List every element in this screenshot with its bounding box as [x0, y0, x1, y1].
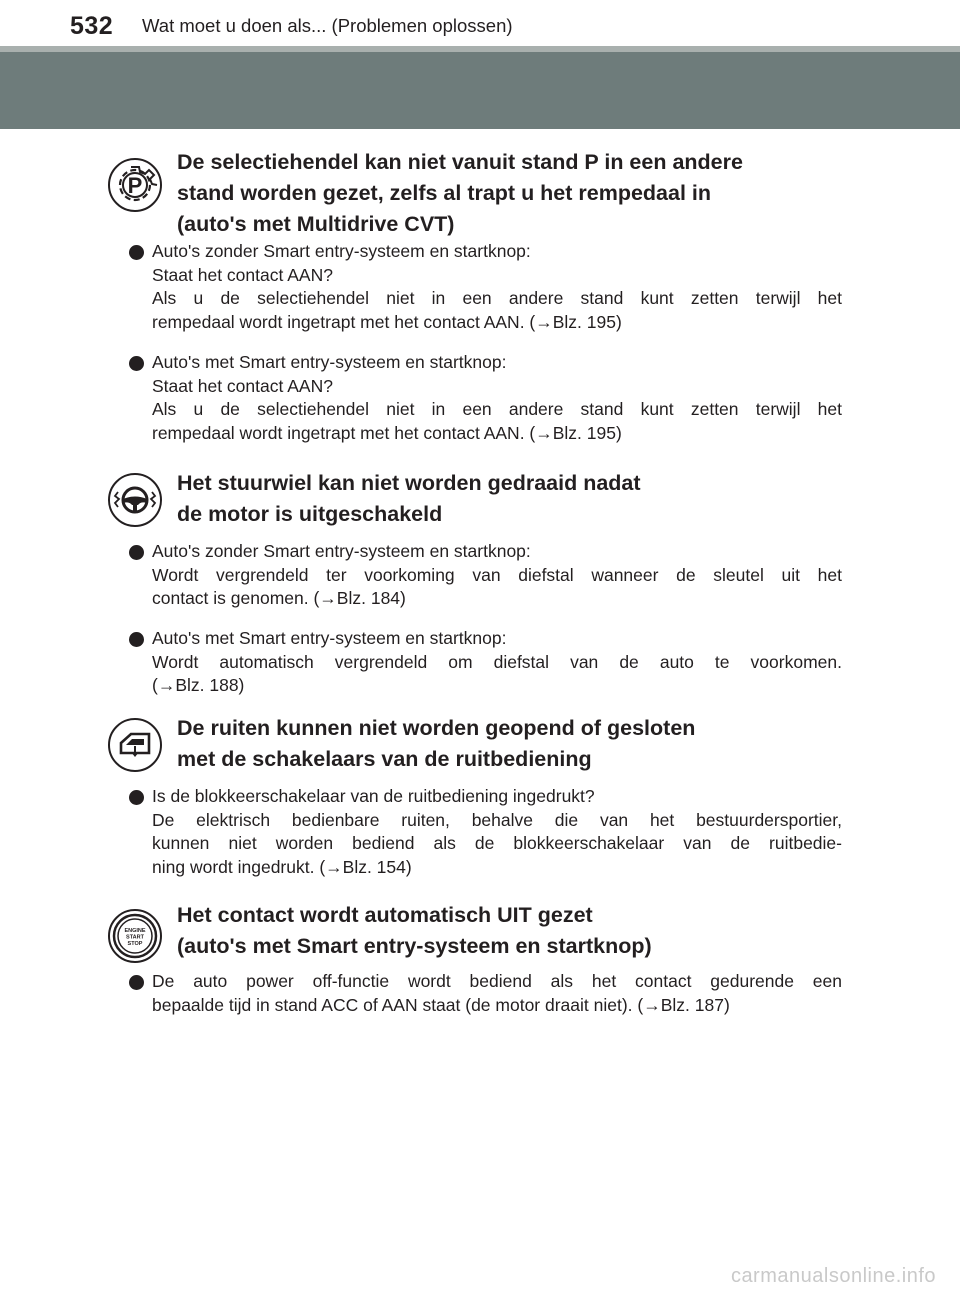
item-line: Auto's met Smart entry-systeem en startknop: — [152, 352, 507, 372]
item-text — [152, 785, 842, 879]
bullet-icon — [129, 245, 144, 260]
watermark: carmanualsonline.info — [730, 1265, 936, 1287]
bullet-icon — [129, 975, 144, 990]
item-text — [152, 970, 842, 1017]
item-line: kunnen niet worden bediend als de blokkeerschakelaar van de ruitbedie- — [152, 833, 842, 853]
item-line: De elektrisch bedienbare ruiten, behalve die van het bestuurdersportier, — [152, 809, 842, 830]
item-line: rempedaal wordt ingetrapt met het contact AAN. (→Blz. 195) — [152, 422, 622, 443]
chapter-title: Wat moet u doen als... (Problemen oplossen) — [142, 15, 513, 36]
item-line: Staat het contact AAN? — [152, 375, 333, 396]
steering-lock-icon — [107, 472, 163, 528]
page-header — [0, 0, 960, 46]
engine-start-stop-icon — [107, 908, 163, 964]
page-number: 532 — [70, 12, 114, 40]
item-line: rempedaal wordt ingetrapt met het contact AAN. (→Blz. 195) — [152, 311, 622, 332]
item-text — [152, 351, 842, 445]
power-window-icon — [107, 717, 163, 773]
item-line: contact is genomen. (→Blz. 184) — [152, 588, 406, 608]
item-line: Is de blokkeerschakelaar van de ruitbediening ingedrukt? — [152, 786, 595, 806]
item-text — [152, 240, 842, 334]
section-title: Het contact wordt automatisch UIT gezet (auto's met Smart entry-systeem en startknop) — [177, 903, 652, 958]
item-line: ning wordt ingedrukt. (→Blz. 154) — [152, 856, 412, 877]
section-title: Het stuurwiel kan niet worden gedraaid nadat de motor is uitgeschakeld — [177, 471, 641, 526]
section-title: De selectiehendel kan niet vanuit stand P in een andere stand worden gezet, zelfs al trapt u het rempedaal in (auto's met Multidrive CVT) — [177, 150, 743, 236]
shift-lever-p-gear-icon — [107, 157, 163, 213]
item-line: Auto's zonder Smart entry-systeem en startknop: — [152, 541, 531, 561]
icon-label-stop: STOP — [127, 941, 143, 947]
bullet-icon — [129, 790, 144, 805]
item-line: bepaalde tijd in stand ACC of AAN staat (de motor draait niet). (→Blz. 187) — [152, 994, 730, 1015]
header-band — [0, 52, 960, 129]
item-line: Auto's met Smart entry-systeem en startknop: — [152, 628, 507, 648]
icon-label-start: START — [126, 934, 144, 941]
section-title: De ruiten kunnen niet worden geopend of gesloten met de schakelaars van de ruitbediening — [177, 716, 696, 771]
bullet-icon — [129, 545, 144, 560]
bullet-icon — [129, 356, 144, 371]
item-line: Auto's zonder Smart entry-systeem en startknop: — [152, 241, 531, 261]
item-line: Wordt vergrendeld ter voorkoming van diefstal wanneer de sleutel uit het — [152, 564, 842, 585]
item-text — [152, 627, 842, 698]
item-line: (→Blz. 188) — [152, 675, 245, 695]
item-line: Als u de selectiehendel niet in een andere stand kunt zetten terwijl het — [152, 288, 842, 308]
item-line: Als u de selectiehendel niet in een andere stand kunt zetten terwijl het — [152, 399, 842, 419]
item-text — [152, 540, 842, 611]
item-line: Wordt automatisch vergrendeld om diefstal van de auto te voorkomen. — [152, 651, 842, 672]
icon-label-engine: ENGINE — [124, 928, 146, 934]
item-line: De auto power off-functie wordt bediend als het contact gedurende een — [152, 971, 842, 991]
bullet-icon — [129, 632, 144, 647]
item-line: Staat het contact AAN? — [152, 264, 333, 285]
svg-text:P: P — [127, 173, 143, 198]
